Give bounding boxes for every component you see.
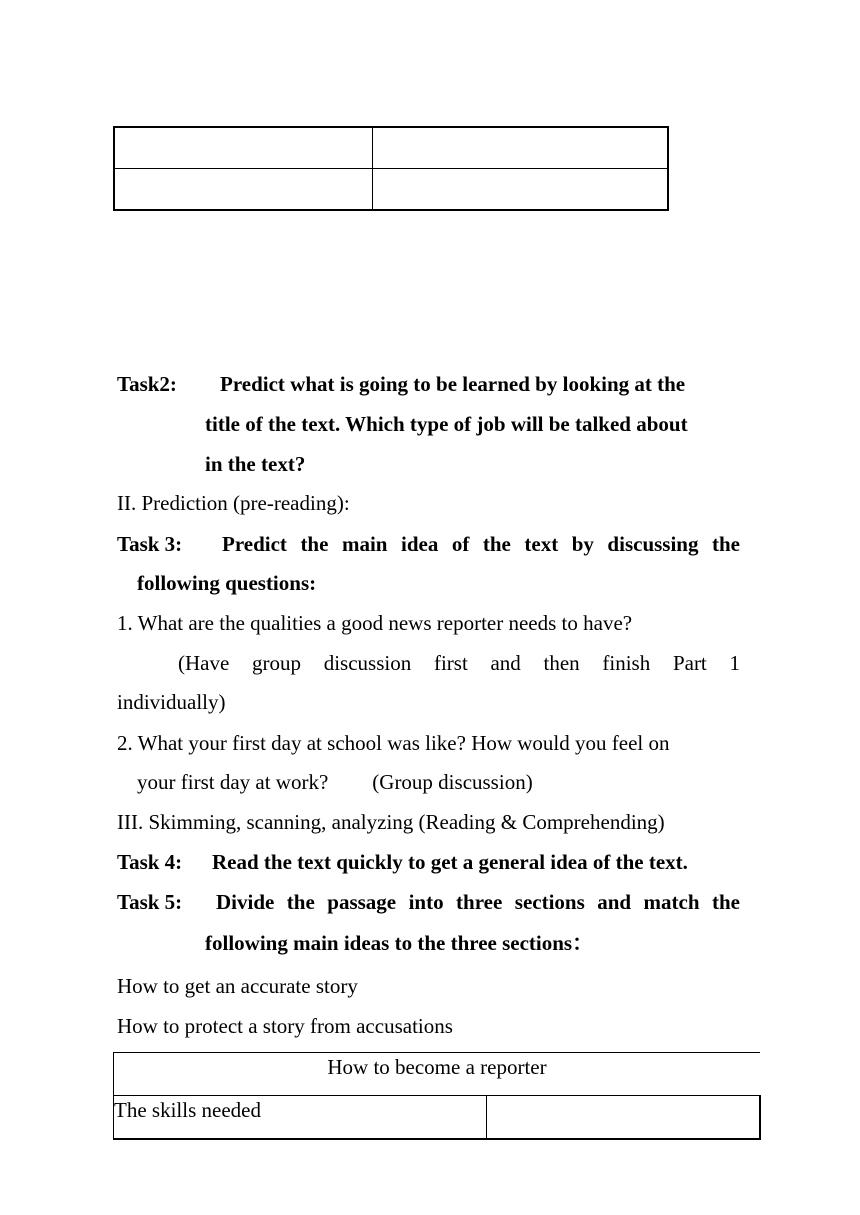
task3-label: Task 3: <box>117 532 183 556</box>
list-item: How to get an accurate story <box>117 974 358 998</box>
table-cell <box>373 127 669 169</box>
question1-line2: (Have group discussion first and then finish Part 1 <box>178 651 740 675</box>
table-row <box>114 1053 761 1096</box>
question1-line3: individually) <box>117 690 226 714</box>
table-cell <box>114 127 373 169</box>
task4-label: Task 4: <box>117 850 183 874</box>
reporter-table <box>113 1052 761 1140</box>
table-cell <box>373 169 669 211</box>
section2-heading: II. Prediction (pre-reading): <box>117 491 350 515</box>
task2-text-line2: title of the text. Which type of job will be talked about <box>205 412 688 436</box>
task2-line1 <box>220 372 740 396</box>
question2-line1: 2. What your first day at school was like? How would you feel on <box>117 731 670 755</box>
question2-note: (Group discussion) <box>372 770 533 794</box>
task5-text-line2: following main ideas to the three sections： <box>205 931 594 955</box>
task2-text-line3: in the text? <box>205 452 306 476</box>
question2-line2 <box>137 770 533 794</box>
question1-line1: 1. What are the qualities a good news reporter needs to have? <box>117 611 633 635</box>
task4-text: Read the text quickly to get a general idea of the text. <box>212 850 688 874</box>
task5-label: Task 5: <box>117 890 183 914</box>
question2-line2-text: your first day at work? <box>137 770 329 794</box>
task2-text-line1: Predict what is going to be learned by looking at the <box>220 372 686 396</box>
table-row <box>114 169 668 211</box>
task5-text-line1: Divide the passage into three sections and match the <box>216 890 740 914</box>
table-cell <box>487 1096 761 1140</box>
table-row <box>114 1096 761 1140</box>
table-cell <box>114 169 373 211</box>
table-cell: The skills needed <box>114 1096 487 1140</box>
task3-text-line2: following questions: <box>137 571 317 595</box>
task2-label: Task2: <box>117 372 177 396</box>
table-row <box>114 127 668 169</box>
task3-text-line1: Predict the main idea of the text by discussing the <box>222 532 740 556</box>
section3-heading: III. Skimming, scanning, analyzing (Reading & Comprehending) <box>117 810 665 834</box>
top-empty-table <box>113 126 669 211</box>
list-item: How to protect a story from accusations <box>117 1014 453 1038</box>
table-header-cell: How to become a reporter <box>114 1053 761 1096</box>
